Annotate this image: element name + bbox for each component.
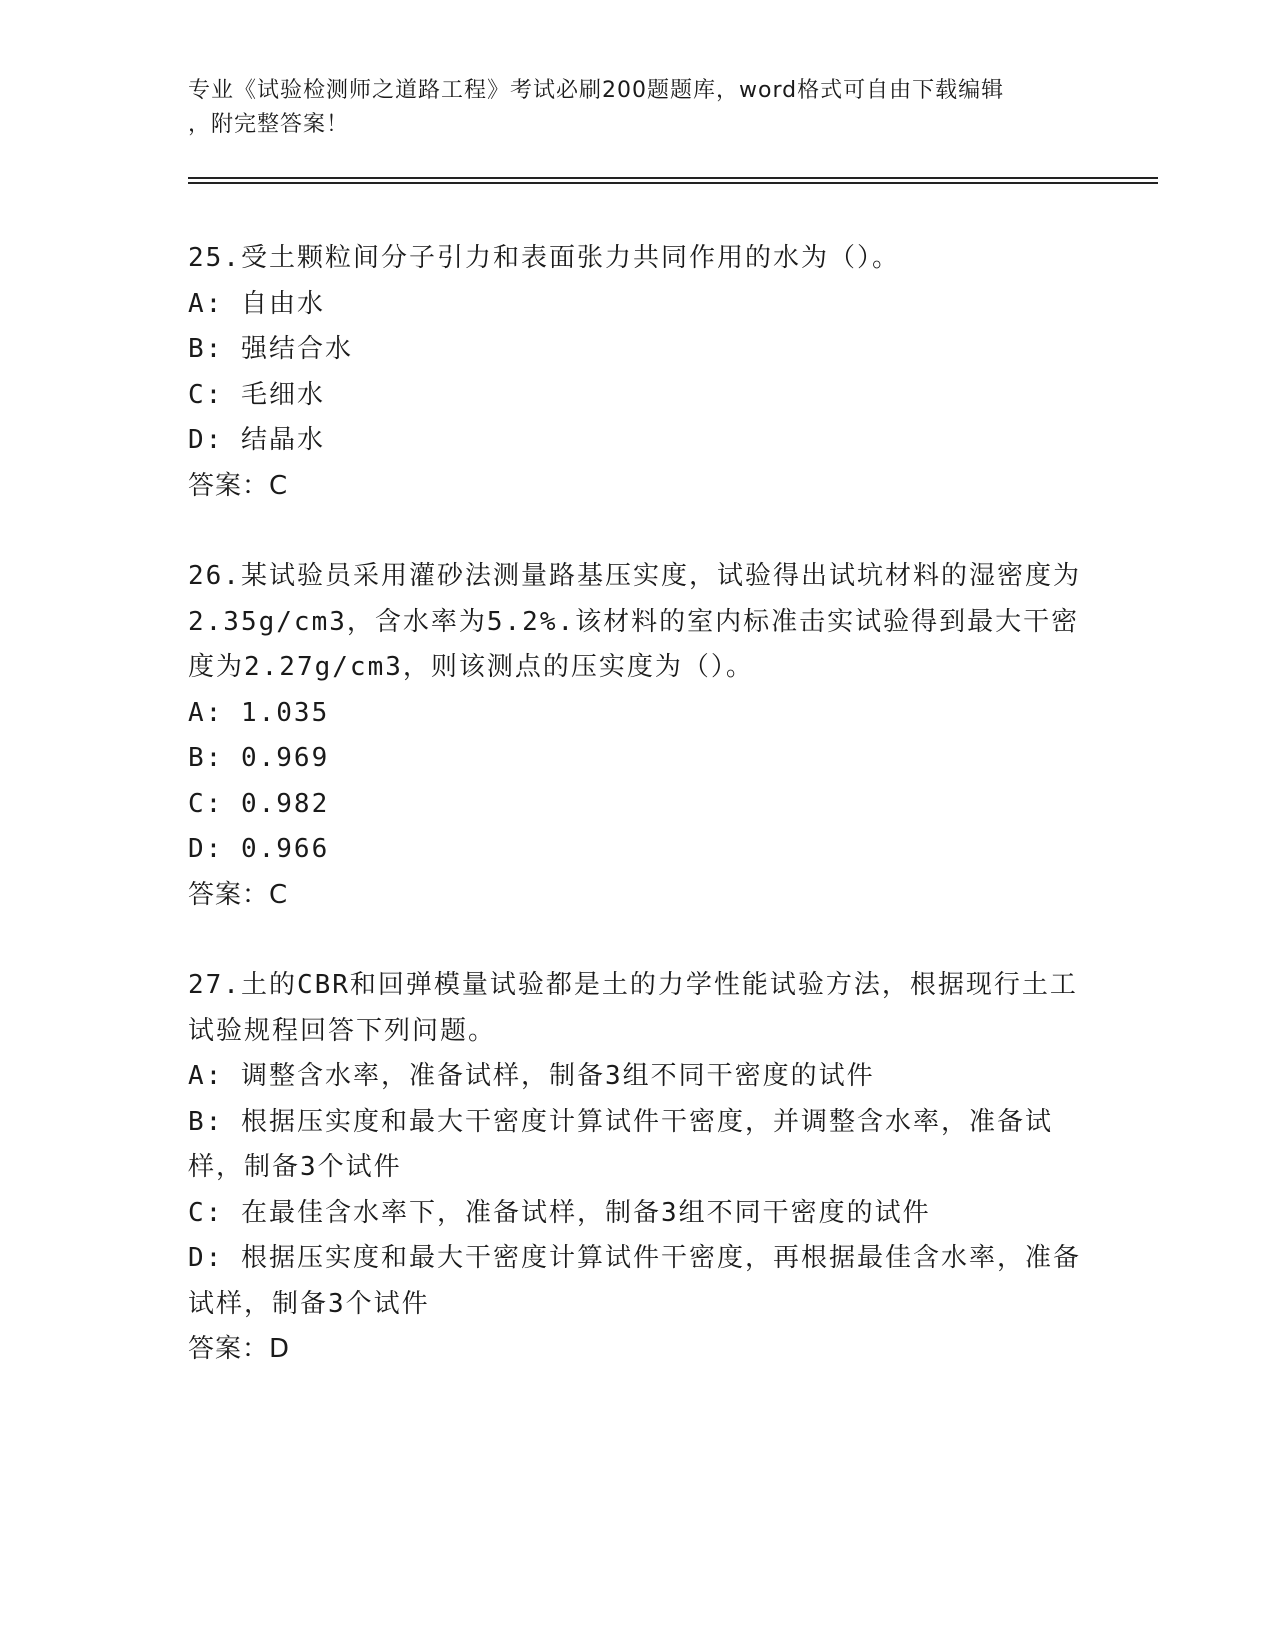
question-26: [188, 554, 1088, 918]
answer-line: 答案：D: [188, 1334, 291, 1364]
answer-line: 答案：C: [188, 470, 289, 501]
option-c: C: 在最佳含水率下，准备试样，制备3组不同干密度的试件: [188, 1197, 931, 1228]
question-25: [188, 236, 1088, 509]
document-header: [188, 74, 1068, 142]
option-a: A: 调整含水率，准备试样，制备3组不同干密度的试件: [188, 1061, 875, 1091]
option-d: D: 0.966: [188, 834, 330, 864]
option-b: B: 根据压实度和最大干密度计算试件干密度，并调整含水率，准备试样，制备3个试件: [188, 1106, 1053, 1182]
question-list: [188, 236, 1088, 1373]
question-stem: 27.土的CBR和回弹模量试验都是土的力学性能试验方法，根据现行土工试验规程回答下列问题。: [188, 970, 1078, 1046]
option-a: A: 自由水: [188, 288, 325, 319]
answer-line: 答案：C: [188, 879, 289, 910]
question-27: [188, 963, 1088, 1373]
option-a: A: 1.035: [188, 697, 330, 728]
header-divider-top: [188, 177, 1158, 179]
header-divider-bottom: [188, 182, 1158, 184]
question-stem: 25.受土颗粒间分子引力和表面张力共同作用的水为（）。: [188, 243, 900, 273]
option-b: B: 0.969: [188, 743, 330, 773]
header-title-line2: ，附完整答案！: [188, 112, 350, 137]
option-d: D: 根据压实度和最大干密度计算试件干密度，再根据最佳含水率，准备试样，制备3个试件: [188, 1243, 1081, 1319]
option-b: B: 强结合水: [188, 334, 353, 364]
option-d: D: 结晶水: [188, 425, 325, 455]
option-c: C: 0.982: [188, 788, 330, 819]
header-title-line1: 专业《试验检测师之道路工程》考试必刷200题题库，word格式可自由下载编辑: [188, 78, 1005, 103]
question-stem: 26.某试验员采用灌砂法测量路基压实度，试验得出试坑材料的湿密度为2.35g/cm3，含水率为5.2%.该材料的室内标准击实试验得到最大干密度为2.27g/cm3，则该测点的压实度为（）。: [188, 561, 1081, 682]
option-c: C: 毛细水: [188, 379, 325, 410]
